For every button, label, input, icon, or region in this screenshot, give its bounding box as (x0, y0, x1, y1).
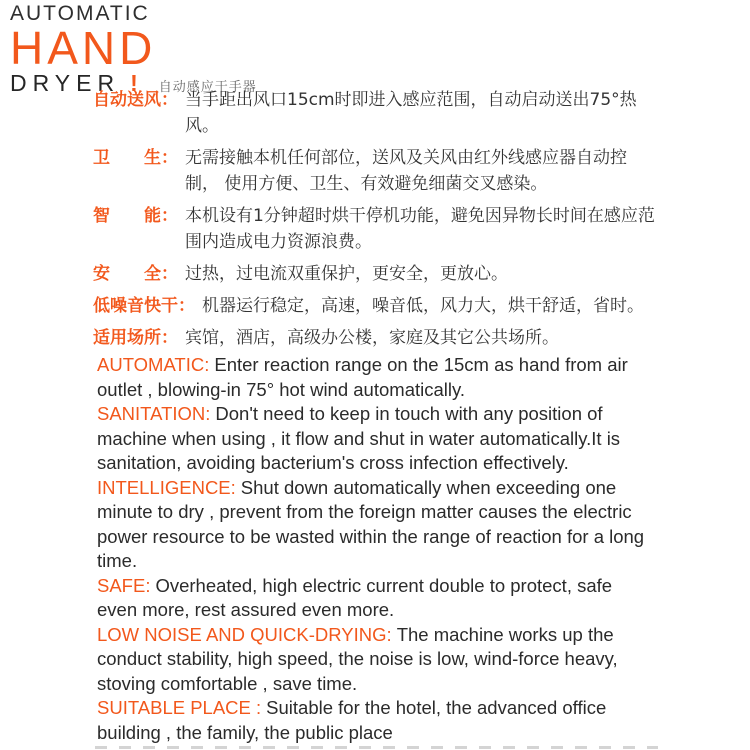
feature-en-low-noise (97, 623, 657, 697)
feature-label: 安 全： (93, 264, 178, 284)
feature-text: 本机设有1分钟超时烘干停机功能，避免因异物长时间在感应范围内造成电力资源浪费。 (185, 206, 655, 252)
header-word-automatic: AUTOMATIC (10, 2, 150, 25)
feature-text: 当手距出风口15cm时即进入感应范围，自动启动送出75°热风。 (185, 90, 637, 136)
feature-text: 机器运行稳定，高速，噪音低，风力大，烘干舒适，省时。 (202, 296, 644, 316)
feature-zh-auto-blow (93, 87, 659, 139)
feature-en-automatic (97, 353, 657, 402)
feature-en-suitable-place (97, 696, 657, 745)
chinese-feature-list (93, 87, 659, 357)
feature-zh-low-noise (93, 293, 659, 319)
feature-text: 过热，过电流双重保护，更安全，更放心。 (185, 264, 508, 284)
feature-text: Suitable for the hotel, the advanced office building , the family, the public place (97, 697, 607, 743)
feature-text: Shut down automatically when exceeding one minute to dry , prevent from the foreign matter causes the electric power resource to be wasted within the range of reaction for a long time. (97, 476, 645, 571)
feature-en-safe (97, 574, 657, 623)
feature-text: The machine works up the conduct stability, high speed, the noise is low, wind-force heavy, stoving comfortable , save time. (97, 623, 618, 694)
english-feature-list (97, 353, 657, 745)
feature-label: LOW NOISE AND QUICK-DRYING: (97, 623, 392, 645)
header-word-hand: HAND (10, 22, 157, 74)
feature-label: INTELLIGENCE: (97, 476, 236, 498)
feature-label: 卫 生： (93, 148, 178, 168)
feature-label: 低噪音快干： (93, 296, 195, 316)
feature-zh-suitable-place (93, 325, 659, 351)
header-subtitle-chinese: 自动感应干手器 (158, 80, 257, 95)
feature-zh-sanitation (93, 145, 659, 197)
feature-text: 无需接触本机任何部位，送风及关风由红外线感应器自动控制， 使用方便、卫生、有效避免细菌交叉感染。 (185, 148, 627, 194)
cropped-bottom-line (95, 746, 658, 749)
product-header (10, 2, 257, 100)
feature-text: Overheated, high electric current double to protect, safe even more, rest assured even more. (97, 574, 613, 620)
feature-label: AUTOMATIC: (97, 354, 210, 375)
feature-text: Enter reaction range on the 15cm as hand from air outlet , blowing-in 75° hot wind automatically. (97, 354, 628, 400)
feature-text: 宾馆，酒店，高级办公楼，家庭及其它公共场所。 (185, 328, 559, 348)
feature-zh-safe (93, 261, 659, 287)
exclamation-mark: ! (130, 70, 138, 96)
header-word-dryer: DRYER (10, 70, 121, 96)
feature-label: SANITATION: (97, 403, 211, 424)
feature-label: 自动送风： (93, 90, 178, 110)
feature-zh-intelligence (93, 203, 659, 255)
feature-label: 适用场所： (93, 328, 178, 348)
feature-label: SAFE: (97, 574, 151, 596)
feature-en-intelligence (97, 476, 657, 574)
feature-label: 智 能： (93, 206, 178, 226)
feature-en-sanitation (97, 402, 657, 476)
feature-label: SUITABLE PLACE : (97, 697, 262, 718)
feature-text: Don't need to keep in touch with any position of machine when using , it flow and shut in water automatically.It is sanitation, avoiding bacterium's cross infection effectively. (97, 403, 621, 473)
